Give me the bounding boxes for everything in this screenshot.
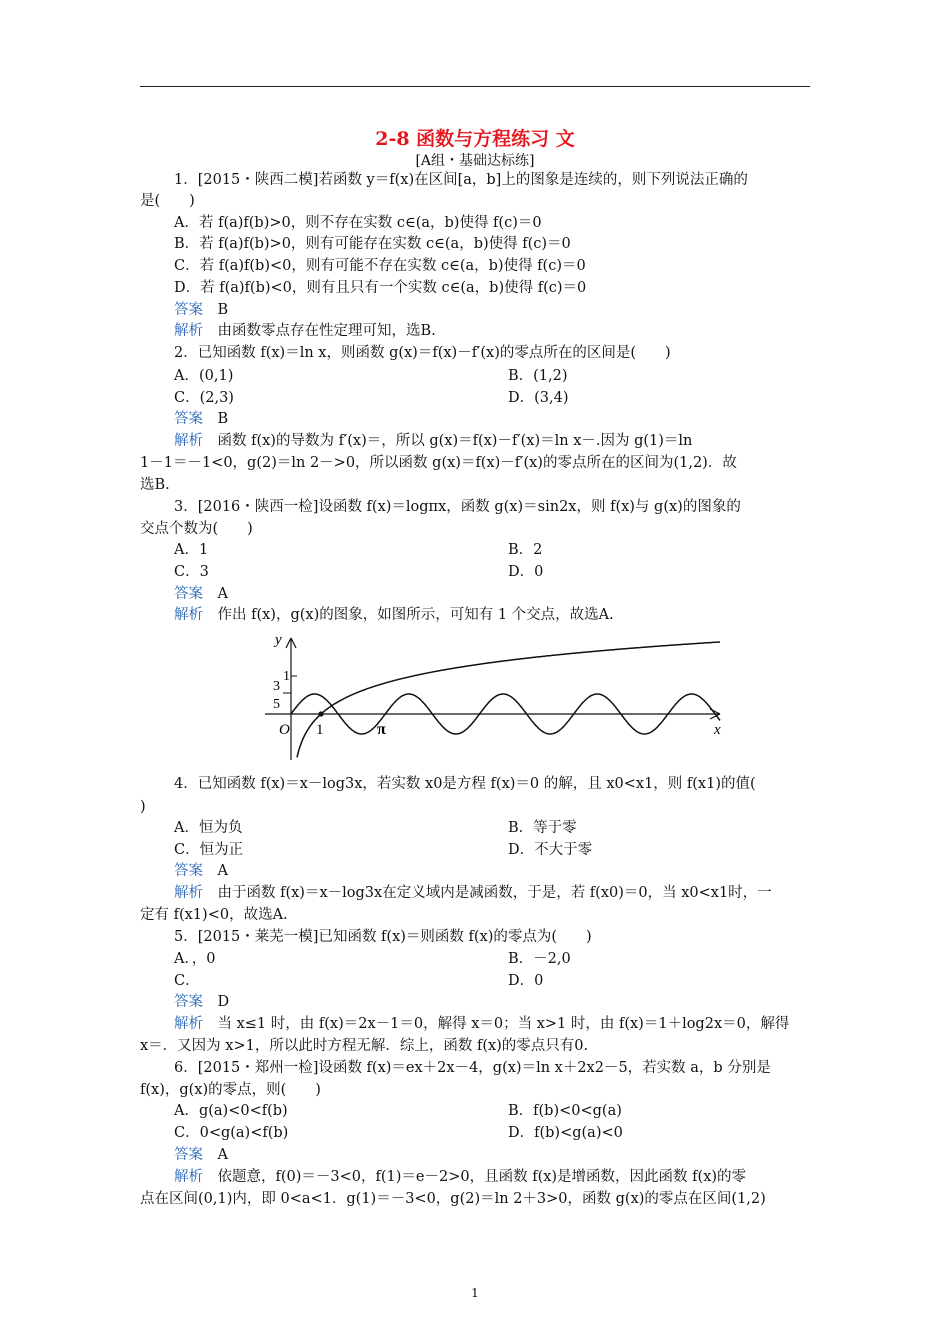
q5-option-d: D．0 bbox=[508, 973, 544, 989]
analysis-label: 解析 bbox=[174, 1169, 203, 1185]
y-tick-label-3: 3 bbox=[273, 679, 280, 694]
q6-stem-cont: f(x)，g(x)的零点，则( ) bbox=[140, 1082, 321, 1098]
q4-answer bbox=[174, 861, 228, 881]
q5-analysis bbox=[174, 1014, 789, 1034]
q2-option-d: D．(3,4) bbox=[508, 390, 569, 406]
f-log-curve bbox=[297, 642, 720, 757]
y-tick-label-5: 5 bbox=[273, 697, 280, 712]
answer-value: A bbox=[217, 586, 228, 602]
q5-stem: 5．[2015・莱芜一模]已知函数 f(x)＝则函数 f(x)的零点为( ) bbox=[174, 929, 592, 945]
answer-label: 答案 bbox=[174, 411, 203, 427]
x-tick-label-pi: π bbox=[377, 721, 386, 738]
answer-value: B bbox=[217, 302, 229, 318]
q1-analysis bbox=[174, 321, 436, 341]
intersection-point bbox=[318, 711, 323, 716]
analysis-text: 由于函数 f(x)＝x－log3x在定义域内是减函数，于是，若 f(x0)＝0，当 x0<x1时，一 bbox=[217, 885, 772, 901]
q3-stem-cont: 交点个数为( ) bbox=[140, 521, 253, 537]
analysis-label: 解析 bbox=[174, 885, 203, 901]
analysis-text: 依题意，f(0)＝－3<0，f(1)＝e－2>0，且函数 f(x)是增函数，因此函数 f(x)的零 bbox=[217, 1169, 747, 1185]
q4-analysis-cont: 定有 f(x1)<0，故选A. bbox=[140, 907, 288, 923]
q2-analysis bbox=[174, 431, 692, 451]
q6-stem: 6．[2015・郑州一检]设函数 f(x)＝ex＋2x－4，g(x)＝ln x＋2x2－5，若实数 a，b 分别是 bbox=[174, 1060, 771, 1076]
q3-option-a: A．1 bbox=[174, 542, 209, 558]
answer-value: B bbox=[217, 411, 229, 427]
q2-analysis-cont: 选B. bbox=[140, 477, 170, 493]
answer-label: 答案 bbox=[174, 863, 203, 879]
answer-label: 答案 bbox=[174, 302, 203, 318]
q5-option-b: B．－2,0 bbox=[508, 951, 571, 967]
q4-option-b: B．等于零 bbox=[508, 820, 577, 836]
q4-stem: 4．已知函数 f(x)＝x－log3x，若实数 x0是方程 f(x)＝0 的解，且 x0<x1，则 f(x1)的值( bbox=[174, 776, 756, 792]
q5-answer bbox=[174, 992, 229, 1012]
q6-option-d: D．f(b)<g(a)<0 bbox=[508, 1125, 623, 1141]
q5-option-c: C． bbox=[174, 973, 200, 989]
origin-label: O bbox=[279, 722, 290, 738]
answer-value: D bbox=[217, 994, 230, 1010]
function-graph bbox=[255, 628, 735, 768]
analysis-text: 当 x≤1 时，由 f(x)＝2x－1＝0，解得 x＝0；当 x>1 时，由 f(x)＝1＋log2x＝0，解得 bbox=[217, 1016, 790, 1032]
q4-stem-cont: ) bbox=[140, 799, 146, 815]
q3-option-b: B．2 bbox=[508, 542, 543, 558]
q3-answer bbox=[174, 584, 228, 604]
q5-option-a: A．，0 bbox=[174, 951, 216, 967]
y-axis-label: y bbox=[275, 632, 282, 648]
q3-analysis bbox=[174, 605, 614, 625]
y-tick-label-1: 1 bbox=[283, 669, 290, 684]
q6-analysis-cont: 点在区间(0,1)内，即 0<a<1．g(1)＝－3<0，g(2)＝ln 2＋3>0，函数 g(x)的零点在区间(1,2) bbox=[140, 1191, 766, 1207]
q3-option-c: C．3 bbox=[174, 564, 209, 580]
analysis-text: 函数 f(x)的导数为 f′(x)＝，所以 g(x)＝f(x)－f′(x)＝ln x－.因为 g(1)＝ln bbox=[217, 433, 693, 449]
q1-option-c: C．若 f(a)f(b)<0，则有可能不存在实数 c∈(a，b)使得 f(c)＝0 bbox=[174, 258, 586, 274]
q2-option-b: B．(1,2) bbox=[508, 368, 568, 384]
analysis-text: 作出 f(x)，g(x)的图象，如图所示，可知有 1 个交点，故选A. bbox=[217, 607, 614, 623]
page-number: 1 bbox=[471, 1286, 479, 1300]
answer-value: A bbox=[217, 1147, 228, 1163]
q1-option-a: A．若 f(a)f(b)>0，则不存在实数 c∈(a，b)使得 f(c)＝0 bbox=[174, 215, 542, 231]
q2-stem: 2．已知函数 f(x)＝ln x，则函数 g(x)＝f(x)－f′(x)的零点所在的区间是( ) bbox=[174, 345, 671, 361]
q1-stem: 1．[2015・陕西二模]若函数 y＝f(x)在区间[a，b]上的图象是连续的，则下列说法正确的 bbox=[174, 172, 748, 188]
answer-label: 答案 bbox=[174, 586, 203, 602]
q6-option-a: A．g(a)<0<f(b) bbox=[174, 1103, 288, 1119]
analysis-label: 解析 bbox=[174, 607, 203, 623]
q6-option-b: B．f(b)<0<g(a) bbox=[508, 1103, 622, 1119]
q5-analysis-cont: x＝．又因为 x>1，所以此时方程无解．综上，函数 f(x)的零点只有0. bbox=[140, 1038, 589, 1054]
q1-option-b: B．若 f(a)f(b)>0，则有可能存在实数 c∈(a，b)使得 f(c)＝0 bbox=[174, 236, 571, 252]
analysis-label: 解析 bbox=[174, 1016, 203, 1032]
q4-option-c: C．恒为正 bbox=[174, 842, 244, 858]
q1-answer bbox=[174, 300, 228, 320]
q3-stem: 3．[2016・陕西一检]设函数 f(x)＝logπx，函数 g(x)＝sin2x，则 f(x)与 g(x)的图象的 bbox=[174, 499, 741, 515]
answer-value: A bbox=[217, 863, 228, 879]
q2-analysis-cont: 1－1＝－1<0，g(2)＝ln 2－>0，所以函数 g(x)＝f(x)－f′(x)的零点所在的区间为(1,2)．故 bbox=[140, 455, 737, 471]
q2-answer bbox=[174, 409, 228, 429]
q4-analysis bbox=[174, 883, 772, 903]
analysis-label: 解析 bbox=[174, 433, 203, 449]
x-axis-label: x bbox=[714, 722, 721, 738]
q6-option-c: C．0<g(a)<f(b) bbox=[174, 1125, 289, 1141]
q1-stem-cont: 是( ) bbox=[140, 193, 195, 209]
q6-answer bbox=[174, 1145, 228, 1165]
q2-option-a: A．(0,1) bbox=[174, 368, 234, 384]
answer-label: 答案 bbox=[174, 994, 203, 1010]
q4-option-a: A．恒为负 bbox=[174, 820, 243, 836]
q1-option-d: D．若 f(a)f(b)<0，则有且只有一个实数 c∈(a，b)使得 f(c)＝0 bbox=[174, 280, 587, 296]
q6-analysis bbox=[174, 1167, 746, 1187]
page-title: 2-8 函数与方程练习 文 bbox=[375, 128, 575, 150]
analysis-text: 由函数零点存在性定理可知，选B. bbox=[217, 323, 436, 339]
x-tick-label-1: 1 bbox=[316, 722, 324, 738]
q4-option-d: D．不大于零 bbox=[508, 842, 593, 858]
q3-option-d: D．0 bbox=[508, 564, 544, 580]
section-subtitle: [A组・基础达标练] bbox=[415, 153, 535, 169]
header-rule bbox=[140, 86, 810, 87]
analysis-label: 解析 bbox=[174, 323, 203, 339]
q2-option-c: C．(2,3) bbox=[174, 390, 234, 406]
answer-label: 答案 bbox=[174, 1147, 203, 1163]
